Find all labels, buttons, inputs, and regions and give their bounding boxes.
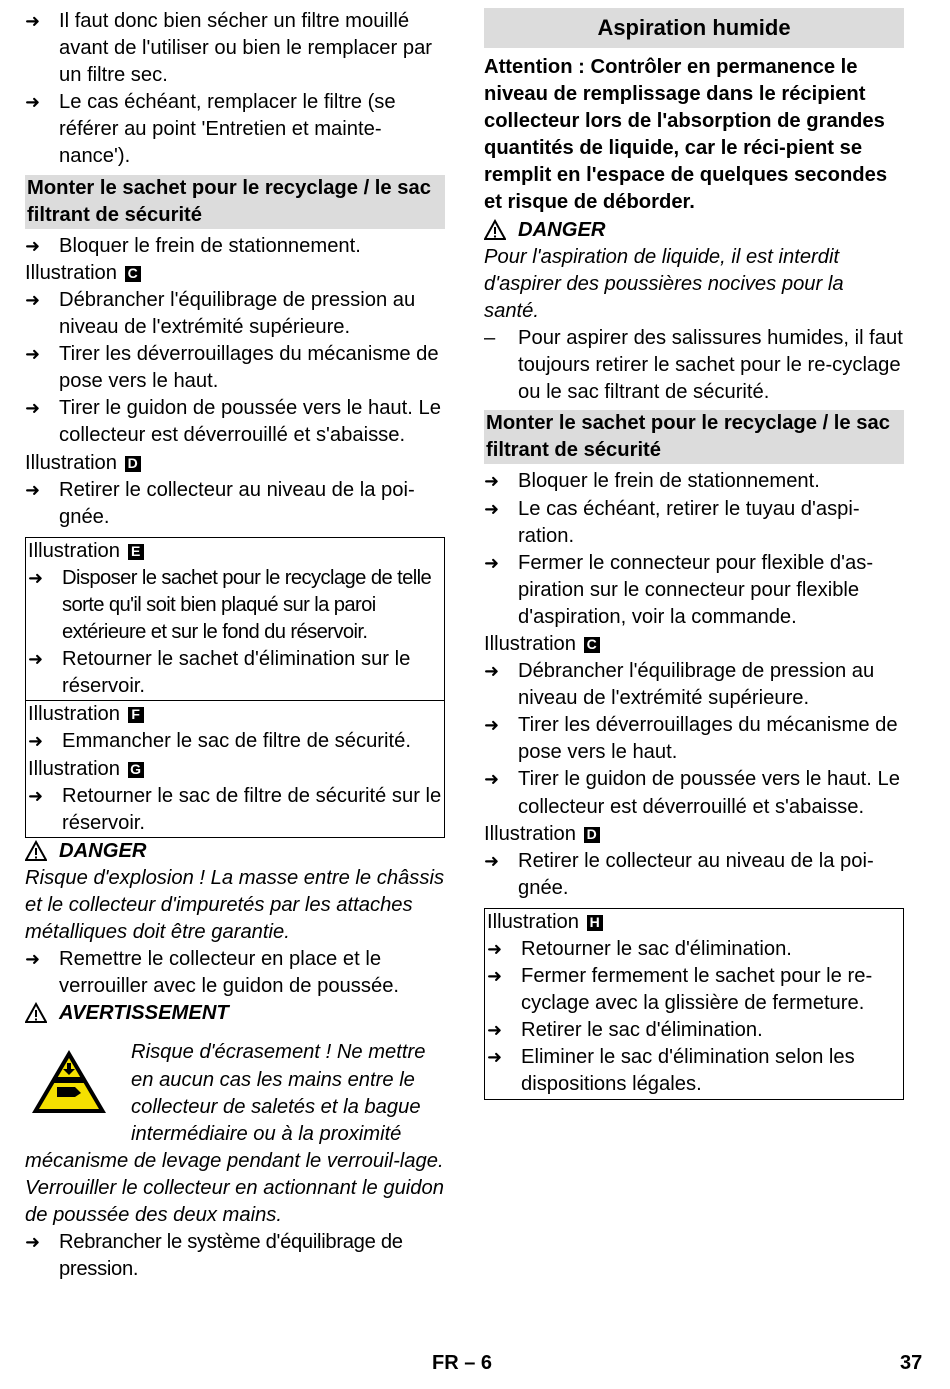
- instruction-item: ➜ Il faut donc bien sécher un filtre mouillé avant de l'utiliser ou bien le remplacer par un filtre sec.: [25, 8, 445, 89]
- illustration-badge-g: G: [128, 762, 144, 778]
- danger-heading: [484, 217, 904, 244]
- framed-block-h: [484, 908, 904, 1100]
- instruction-item: ➜ Eliminer le sac d'élimination selon les dispositions légales.: [487, 1044, 901, 1098]
- danger-text: Risque d'explosion ! La masse entre le châssis et le collecteur d'impuretés par les attaches métalliques doit être garantie.: [25, 866, 445, 944]
- instruction-item: ➜ Emmancher le sac de filtre de sécurité.: [28, 728, 442, 755]
- crush-hazard-icon: [29, 1047, 109, 1117]
- illustration-label: Illustration: [25, 261, 118, 284]
- danger-text: Pour l'aspiration de liquide, il est interdit d'aspirer des poussières nocives pour la santé.: [484, 245, 844, 322]
- illustration-ref: [25, 450, 445, 477]
- section-heading: Monter le sachet pour le recyclage / le sac filtrant de sécurité: [484, 410, 904, 464]
- danger-heading: [25, 838, 445, 865]
- illustration-ref: [484, 821, 904, 848]
- page-number: 37: [900, 1352, 923, 1374]
- instruction-item: ➜ Remettre le collecteur en place et le verrouiller avec le guidon de poussée.: [25, 946, 445, 1000]
- instruction-item: ➜ Le cas échéant, retirer le tuyau d'aspi-ration.: [484, 496, 904, 550]
- instruction-item: ➜ Tirer les déverrouillages du mécanisme de pose vers le haut.: [484, 712, 904, 766]
- warning-triangle-icon: [25, 1002, 47, 1024]
- instruction-item: ➜ Retourner le sac de filtre de sécurité sur le réservoir.: [28, 783, 442, 837]
- illustration-label: Illustration: [25, 451, 118, 474]
- section-heading: Monter le sachet pour le recyclage / le sac filtrant de sécurité: [25, 175, 445, 229]
- illustration-badge-d: D: [125, 456, 141, 472]
- warning-text: Risque d'écrasement ! Ne mettre en aucun cas les mains entre le collecteur de saletés et la bague intermédiaire ou à la proximité mécanisme de levage pendant le verrouil-lage. Verrouiller le collecteur en actionnant le guidon de poussée des deux mains.: [25, 1041, 444, 1227]
- right-column: [484, 8, 904, 1100]
- instruction-item: ➜ Tirer le guidon de poussée vers le haut. Le collecteur est déverrouillé et s'abaisse.: [25, 395, 445, 449]
- warning-label: AVERTISSEMENT: [59, 1002, 229, 1025]
- attention-text: Attention : Contrôler en permanence le niveau de remplissage dans le récipient collecteur lors de l'absorption de grandes quantités de liquide, car le réci-pient se remplit en l'espace de quelques secondes et risque de déborder.: [484, 56, 888, 214]
- warning-block: [25, 1039, 445, 1229]
- illustration-ref: [28, 701, 442, 728]
- instruction-item: ➜ Retourner le sac d'élimination.: [487, 936, 901, 963]
- warning-triangle-icon: [25, 840, 47, 862]
- framed-block-fg: [25, 701, 445, 837]
- illustration-label: Illustration: [28, 703, 121, 726]
- instruction-item: ➜ Débrancher l'équilibrage de pression au niveau de l'extrémité supérieure.: [25, 287, 445, 341]
- illustration-ref: [484, 631, 904, 658]
- illustration-badge-d: D: [584, 827, 600, 843]
- instruction-item: ➜ Rebrancher le système d'équilibrage de pression.: [25, 1229, 445, 1283]
- instruction-item: ➜ Tirer les déverrouillages du mécanisme de pose vers le haut.: [25, 341, 445, 395]
- illustration-ref: [28, 756, 442, 783]
- instruction-item: ➜ Tirer le guidon de poussée vers le haut. Le collecteur est déverrouillé et s'abaisse.: [484, 766, 904, 820]
- instruction-item: ➜ Fermer le connecteur pour flexible d'as-piration sur le connecteur pour flexible d'aspiration, voir la commande.: [484, 550, 904, 631]
- illustration-badge-f: F: [128, 707, 144, 723]
- left-column: [25, 8, 445, 1283]
- section-title: Aspiration humide: [484, 8, 904, 48]
- instruction-item: ➜ Retourner le sachet d'élimination sur le réservoir.: [28, 646, 442, 700]
- danger-label: DANGER: [518, 218, 606, 241]
- warning-triangle-icon: [484, 219, 506, 241]
- instruction-item: ➜ Retirer le collecteur au niveau de la poi-gnée.: [25, 477, 445, 531]
- illustration-label: Illustration: [484, 632, 577, 655]
- dash-item: – Pour aspirer des salissures humides, il faut toujours retirer le sachet pour le re-cyclage ou le sac filtrant de sécurité.: [484, 325, 904, 406]
- danger-label: DANGER: [59, 839, 147, 862]
- footer-section: FR – 6: [432, 1352, 493, 1374]
- illustration-badge-c: C: [584, 637, 600, 653]
- warning-heading: [25, 1000, 445, 1027]
- illustration-badge-e: E: [128, 544, 144, 560]
- instruction-item: ➜ Bloquer le frein de stationnement.: [25, 233, 445, 260]
- illustration-badge-h: H: [587, 915, 603, 931]
- illustration-ref: [25, 260, 445, 287]
- illustration-ref: [487, 909, 901, 936]
- illustration-label: Illustration: [28, 757, 121, 780]
- instruction-item: ➜ Débrancher l'équilibrage de pression au niveau de l'extrémité supérieure.: [484, 658, 904, 712]
- instruction-item: ➜ Bloquer le frein de stationnement.: [484, 468, 904, 495]
- illustration-label: Illustration: [487, 910, 580, 933]
- instruction-item: ➜ Retirer le sac d'élimination.: [487, 1017, 901, 1044]
- instruction-item: ➜ Le cas échéant, remplacer le filtre (se référer au point 'Entretien et mainte-nance').: [25, 89, 445, 170]
- illustration-ref: [28, 538, 442, 565]
- illustration-label: Illustration: [484, 822, 577, 845]
- illustration-label: Illustration: [28, 539, 121, 562]
- framed-block-e: [25, 537, 445, 702]
- instruction-item: ➜ Retirer le collecteur au niveau de la poi-gnée.: [484, 848, 904, 902]
- instruction-item: ➜ Disposer le sachet pour le recyclage de telle sorte qu'il soit bien plaqué sur la paroi extérieure et sur le fond du réservoir.: [28, 565, 442, 646]
- instruction-item: ➜ Fermer fermement le sachet pour le re-cyclage avec la glissière de fermeture.: [487, 963, 901, 1017]
- illustration-badge-c: C: [125, 266, 141, 282]
